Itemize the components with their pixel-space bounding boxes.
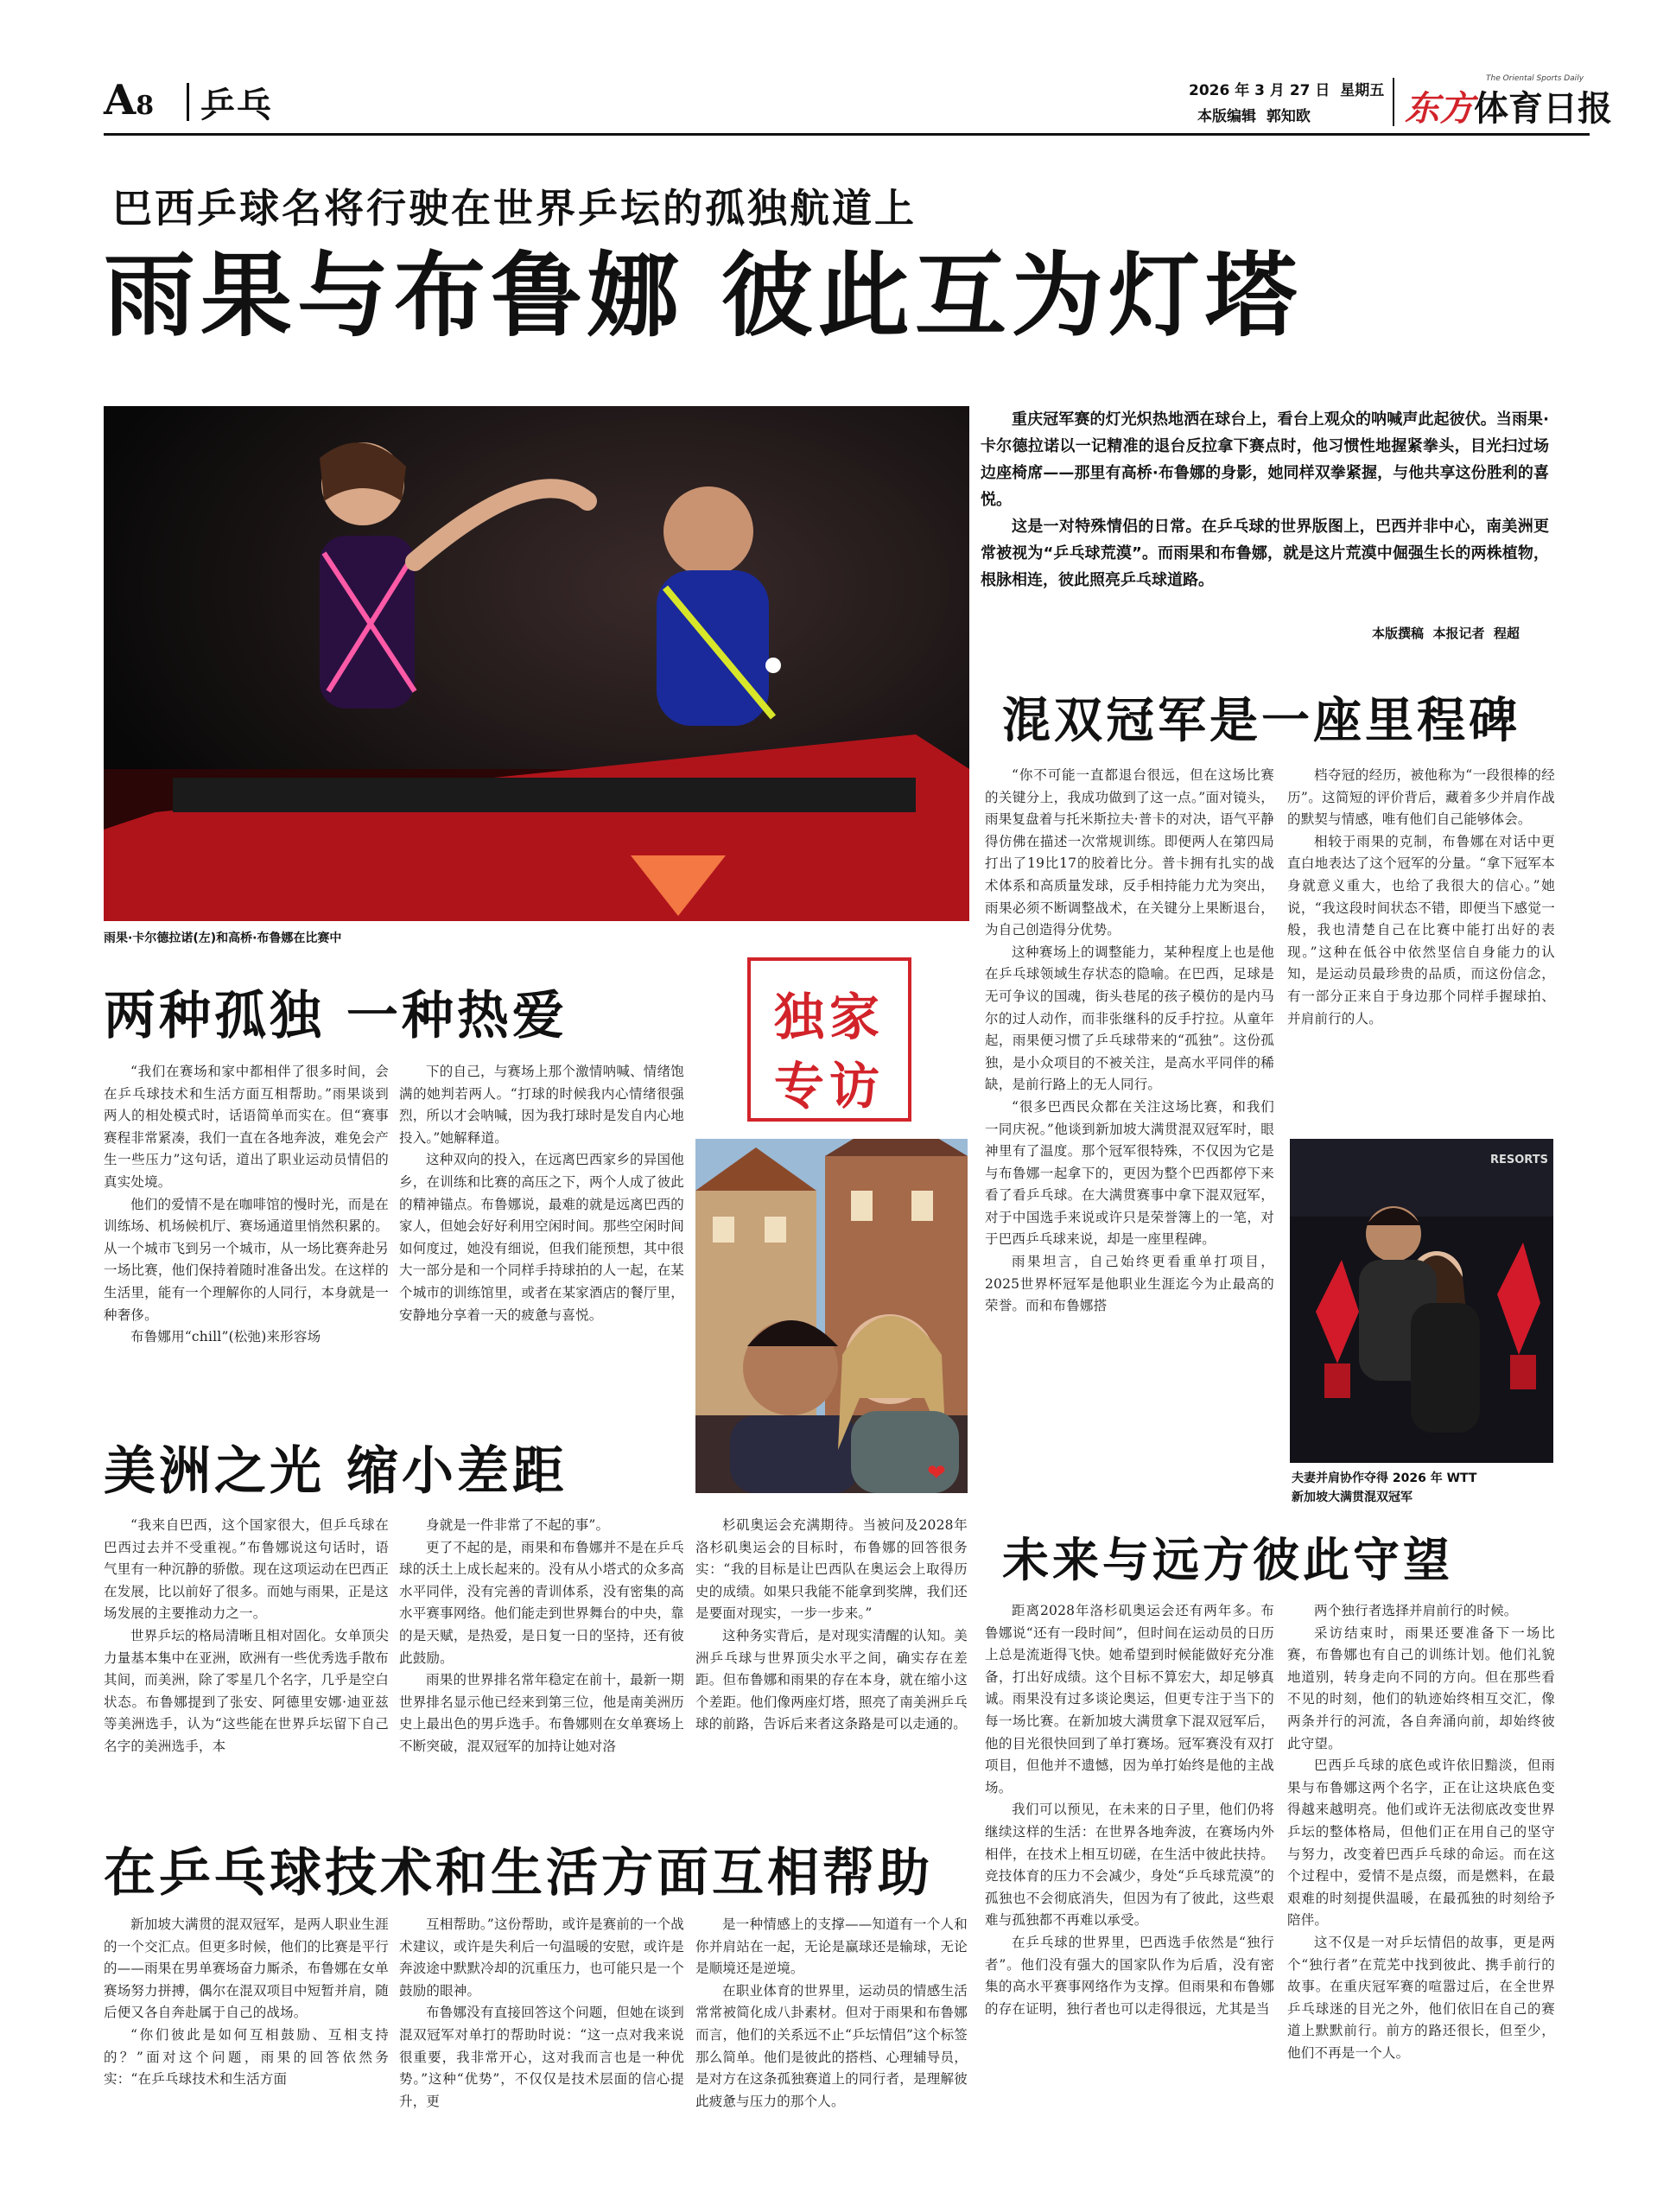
paragraph: 他们的爱情不是在咖啡馆的慢时光，而是在训练场、机场候机厅、赛场通道里悄然积累的。从一个城市飞到另一个城市，从一场比赛奔赴另一场比赛，他们保持着随时准备出发。在这样的生活里，能有一个理解你的人同行，本身就是一种奢侈。 [104,1196,389,1323]
paragraph: 是一种情感上的支撑——知道有一个人和你并肩站在一起，无论是赢球还是输球，无论是顺境还是逆境。 [695,1916,968,1977]
page-digit: 8 [136,91,155,121]
paragraph: “我们在赛场和家中都相伴了很多时间，会在乒乓球技术和生活方面互相帮助。”雨果谈到两人的相处模式时，话语简单而实在。但“赛事赛程非常紧凑，我们一直在各地奔波，难免会产生一些压力”这句话，道出了职业运动员情侣的真实处境。 [104,1064,389,1190]
logo-english: The Oriental Sports Daily [1486,74,1584,83]
trophy-illustration [1290,1139,1553,1463]
paragraph: 这种赛场上的调整能力，某种程度上也是他在乒乓球领域生存状态的隐喻。在巴西，足球是无可争议的国魂，街头巷尾的孩子模仿的是内马尔的过人动作，而非张继科的反手拧拉。从童年起，雨果便习惯了乒乓球带来的“孤独”。这份孤独，是小众项目的不被关注，是高水平同伴的稀缺，是前行路上的无人同行。 [985,944,1274,1093]
future-col-1 [985,1600,1274,2020]
byline: 本版撰稿 本报记者 程超 [1372,626,1520,641]
paragraph: 雨果的世界排名常年稳定在前十，最新一期世界排名显示他已经来到第三位，他是南美洲历史上最出色的男乒选手。布鲁娜则在女单赛场上不断突破，混双冠军的加持让她对洛 [399,1672,684,1754]
section-head-future: 未来与远方彼此守望 [1002,1532,1453,1587]
paragraph: 两个独行者选择并肩前行的时候。 [1314,1603,1518,1618]
kicker-headline: 巴西乒球名将行驶在世界乒坛的孤独航道上 [112,185,917,232]
section-head-mutual-help: 在乒乓球技术和生活方面互相帮助 [104,1843,933,1904]
paragraph: “很多巴西民众都在关注这场比赛，和我们一同庆祝。”他谈到新加坡大满贯混双冠军时，眼神里有了温度。那个冠军很特殊，不仅因为它是与布鲁娜一起拿下的，更因为整个巴西都停下来看了看乒乓球。在大满贯赛事中拿下混双冠军，对于中国选手来说或许只是荣誉簿上的一笔，对于巴西乒乓球来说，却是一座里程碑。 [985,1098,1274,1248]
paragraph: 新加坡大满贯的混双冠军，是两人职业生涯的一个交汇点。但更多时候，他们的比赛是平行的——雨果在男单赛场奋力厮杀，布鲁娜在女单赛场努力拼搏，偶尔在混双项目中短暂并肩，随后便又各自奔赴属于自己的战场。 [104,1916,389,2021]
paragraph: 杉矶奥运会充满期待。当被问及2028年洛杉矶奥运会的目标时，布鲁娜的回答很务实：“我的目标是让巴西队在奥运会上取得历史的成绩。如果只我能不能拿到奖牌，我们还是要面对现实，一步一步来。” [695,1517,968,1622]
paragraph: 下的自己，与赛场上那个激情呐喊、情绪饱满的她判若两人。“打球的时候我内心情绪很强烈，所以才会呐喊，因为我打球时是发自内心地投入。”她解释道。 [399,1064,684,1146]
paragraph: 雨果坦言，自己始终更看重单打项目，2025世界杯冠军是他职业生涯迄今为止最高的荣誉。而和布鲁娜搭 [985,1254,1274,1314]
header-vdivider [1393,78,1394,126]
weekday-text: 星期五 [1340,82,1385,99]
section-head-champion: 混双冠军是一座里程碑 [1002,692,1521,749]
paragraph: 在职业体育的世界里，运动员的情感生活常常被简化成八卦素材。但对于雨果和布鲁娜而言，他们的关系远不止“乒坛情侣”这个标签那么简单。他们是彼此的搭档、心理辅导员，是对方在这条孤独赛道上的同行者，是理解彼此疲惫与压力的那个人。 [695,1982,968,2109]
header-rule [104,133,1590,136]
section-head-americas: 美洲之光 缩小差距 [104,1441,568,1502]
americas-col-3 [695,1515,968,1736]
champion-col-1 [985,765,1274,1318]
paragraph: 档夺冠的经历，被他称为“一段很棒的经历”。这简短的评价背后，藏着多少并肩作战的默契与情感，唯有他们自己能够体会。 [1287,767,1555,828]
trophy-caption-line-2: 新加坡大满贯混双冠军 [1292,1491,1413,1504]
match-photo-illustration [104,406,969,921]
mutual-help-col-2 [399,1914,684,2113]
future-col-2 [1287,1600,1555,2064]
paragraph: 世界乒坛的格局清晰且相对固化。女单顶尖力量基本集中在亚洲，欧洲有一些优秀选手散布其间，而美洲，除了零星几个名字，几乎是空白状态。布鲁娜提到了张安、阿德里安娜·迪亚兹等美洲选手，认为“这些能在世界乒坛留下自己名字的美洲选手，本 [104,1627,389,1754]
trophy-photo-caption [1292,1469,1555,1507]
logo-black-part: 体育日报 [1474,88,1612,129]
exclusive-interview-stamp [747,957,911,1122]
newspaper-logo [1405,81,1612,130]
header-editor: 本版编辑 郭知欧 [1197,108,1311,125]
couple-selfie-photo [695,1139,968,1493]
match-photo-caption: 雨果·卡尔德拉诺(左)和高桥·布鲁娜在比赛中 [104,931,342,945]
svg-text:❤: ❤ [927,1460,946,1486]
stamp-top-text: 独家 [773,988,885,1046]
paragraph: 布鲁娜没有直接回答这个问题，但她在谈到混双冠军对单打的帮助时说：“这一点对我来说很重要，我非常开心，这对我而言也是一种优势。”这种“优势”，不仅仅是技术层面的信心提升，更 [399,2005,684,2109]
trophy-caption-line-1: 夫妻并肩协作夺得 2026 年 WTT [1292,1471,1477,1485]
match-photo [104,406,969,921]
page-header [104,71,1612,140]
paragraph: 身就是一件非常了不起的事”。 [426,1517,610,1533]
selfie-illustration [695,1139,968,1493]
header-date [1189,78,1384,99]
lead-paragraph-2: 这是一对特殊情侣的日常。在乒乓球的世界版图上，巴西并非中心，南美洲更常被视为“乒乓球荒漠”。而雨果和布鲁娜，就是这片荒漠中倔强生长的两株植物，根脉相连，彼此照亮乒乓球道路。 [981,518,1549,589]
paragraph: 这不仅是一对乒坛情侣的故事，更是两个“独行者”在荒芜中找到彼此、携手前行的故事。在重庆冠军赛的喧嚣过后，在全世界乒乓球迷的目光之外，他们依旧在自己的赛道上默默前行。前方的路还很长，但至少，他们不再是一个人。 [1287,1934,1555,2061]
stamp-bottom-text: 专访 [773,1057,885,1116]
paragraph: 距离2028年洛杉矶奥运会还有两年多。布鲁娜说“还有一段时间”，但时间在运动员的日历上总是流逝得飞快。她希望到时候能做好充分准备，打出好成绩。这个目标不算宏大，却足够真诚。雨果没有过多谈论奥运，但更专注于当下的每一场比赛。在新加坡大满贯拿下混双冠军后，他的目光很快回到了单打赛场。冠军赛没有双打项目，但他并不遗憾，因为单打始终是他的主战场。 [985,1603,1274,1796]
paragraph: 巴西乒乓球的底色或许依旧黯淡，但雨果与布鲁娜这两个名字，正在让这块底色变得越来越明亮。他们或许无法彻底改变世界乒坛的整体格局，但他们正在用自己的坚守与努力，改变着巴西乒乓球的命运。而在这个过程中，爱情不是点缀，而是燃料，在最艰难的时刻提供温暖，在最孤独的时刻给予陪伴。 [1287,1758,1555,1929]
paragraph: 采访结束时，雨果还要准备下一场比赛，布鲁娜也有自己的训练计划。他们礼貌地道别，转身走向不同的方向。但在那些看不见的时刻，他们的轨迹始终相互交汇，像两条并行的河流，各自奔涌向前，却始终彼此守望。 [1287,1624,1555,1751]
champion-col-2 [1287,765,1555,1030]
paragraph: 这种务实背后，是对现实清醒的认知。美洲乒乓球与世界顶尖水平之间，确实存在差距。但布鲁娜和雨果的存在本身，就在缩小这个差距。他们像两座灯塔，照亮了南美洲乒乓球的前路，告诉后来者这条路是可以走通的。 [695,1627,968,1732]
americas-col-1 [104,1515,389,1758]
paragraph: “你不可能一直都退台很远，但在这场比赛的关键分上，我成功做到了这一点。”面对镜头，雨果复盘着与托米斯拉夫·普卡的对决，语气平静得仿佛在描述一次常规训练。即便两人在第四局打出了19比17的胶着比分。普卡拥有扎实的战术体系和高质量发球，反手相持能力尤为突出，雨果必须不断调整战术，在关键分上果断退台，为自己创造得分优势。 [985,767,1274,938]
section-name: 乒乓 [200,85,273,125]
resorts-sign-text: RESORTS [1490,1154,1548,1166]
loneliness-col-2 [399,1061,684,1326]
mutual-help-col-3 [695,1914,968,2113]
loneliness-col-1 [104,1061,389,1349]
paragraph: 布鲁娜用“chill”(松弛)来形容场 [130,1329,321,1345]
main-headline: 雨果与布鲁娜 彼此互为灯塔 [104,241,1302,349]
trophy-photo [1290,1139,1553,1463]
paragraph: 在乒乓球的世界里，巴西选手依然是“独行者”。他们没有强大的国家队作为后盾，没有密集的高水平赛事网络作为支撑。但雨果和布鲁娜的存在证明，独行者也可以走得很远，尤其是当 [985,1934,1274,2017]
page-number [104,76,154,124]
page-letter: A [104,76,136,124]
paragraph: 相较于雨果的克制，布鲁娜在对话中更直白地表达了这个冠军的分量。“拿下冠军本身就意义重大，也给了我很大的信心。”她说，“我这段时间状态不错，即便当下感觉一般，我也清楚自己在比赛中能打出好的表现。”这种在低谷中依然坚信自身能力的认知，是运动员最珍贵的品质，而这份信念，有一部分正来自于身边那个同样手握球拍、并肩前行的人。 [1287,833,1555,1027]
mutual-help-col-1 [104,1914,389,2091]
paragraph: 我们可以预见，在未来的日子里，他们仍将继续这样的生活：在世界各地奔波，在赛场内外相伴，在技术上相互切磋，在生活中彼此扶持。竞技体育的压力不会减少，身处“乒乓球荒漠”的孤独也不会彻底消失，但因为有了彼此，这些艰难与孤独都不再难以承受。 [985,1802,1274,1929]
paragraph: “我来自巴西，这个国家很大，但乒乓球在巴西过去并不受重视。”布鲁娜说这句话时，语气里有一种沉静的骄傲。现在这项运动在巴西正在发展，比以前好了很多。而她与雨果，正是这场发展的主要推动力之一。 [104,1517,389,1622]
lead-paragraphs [981,406,1549,594]
paragraph: “你们彼此是如何互相鼓励、互相支持的？”面对这个问题，雨果的回答依然务实：“在乒乓球技术和生活方面 [104,2026,389,2088]
paragraph: 这种双向的投入，在远离巴西家乡的异国他乡，在训练和比赛的高压之下，两个人成了彼此的精神锚点。布鲁娜说，最难的就是远离巴西的家人，但她会好好利用空闲时间。那些空闲时间如何度过，她没有细说，但我们能预想，其中很大一部分是和一个同样手持球拍的人一起，在某个城市的训练馆里，或者在某家酒店的餐厅里，安静地分享着一天的疲惫与喜悦。 [399,1152,684,1323]
logo-red-part: 东方 [1405,88,1474,129]
date-text: 2026 年 3 月 27 日 [1189,82,1330,99]
section-head-loneliness: 两种孤独 一种热爱 [104,986,568,1046]
paragraph: 更了不起的是，雨果和布鲁娜并不是在乒乓球的沃土上成长起来的。没有从小塔式的众多高水平同伴，没有完善的青训体系，没有密集的高水平赛事网络。他们能走到世界舞台的中央，靠的是天赋，是热爱，是日复一日的坚持，还有彼此鼓励。 [399,1539,684,1666]
paragraph: 互相帮助。”这份帮助，或许是赛前的一个战术建议，或许是失利后一句温暖的安慰，或许是奔波途中默默冷却的沉重压力，也可能只是一个鼓励的眼神。 [399,1916,684,1999]
header-divider [187,83,189,121]
lead-paragraph-1: 重庆冠军赛的灯光炽热地洒在球台上，看台上观众的呐喊声此起彼伏。当雨果·卡尔德拉诺以一记精准的退台反拉拿下赛点时，他习惯性地握紧拳头，目光扫过场边座椅席——那里有高桥·布鲁娜的身影，她同样双拳紧握，与他共享这份胜利的喜悦。 [981,410,1549,509]
americas-col-2 [399,1515,684,1758]
